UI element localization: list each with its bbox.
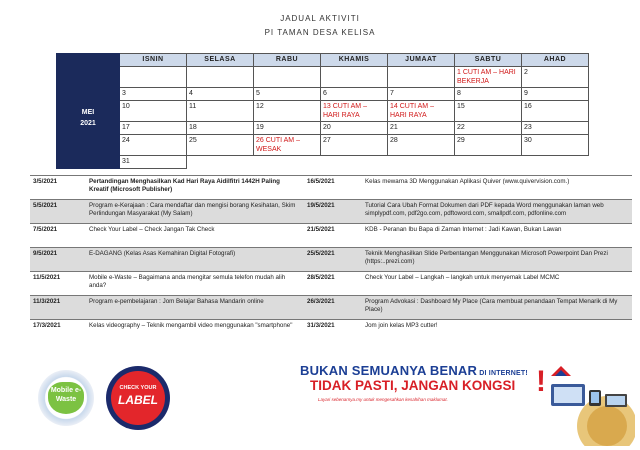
mobile-ewaste-logo xyxy=(38,370,94,426)
day-number: 23 xyxy=(524,124,532,131)
day-header: SELASA xyxy=(187,54,254,67)
day-header: ISNIN xyxy=(120,54,187,67)
day-number: 28 xyxy=(390,137,398,144)
activity-date: 28/5/2021 xyxy=(304,272,362,296)
activity-date: 21/5/2021 xyxy=(304,224,362,248)
skmm-logo-icon xyxy=(549,364,573,378)
calendar-day-cell xyxy=(522,135,589,156)
day-number: 4 xyxy=(189,90,193,97)
calendar-week-row xyxy=(57,122,589,135)
calendar-week-row xyxy=(57,156,589,169)
activity-title: Mobile e-Waste – Bagaimana anda mengitar semula telefon mudah alih anda? xyxy=(86,272,304,296)
calendar-day-cell xyxy=(455,67,522,88)
day-header: JUMAAT xyxy=(388,54,455,67)
day-number: 26 xyxy=(256,137,264,144)
calendar-day-cell xyxy=(455,135,522,156)
banner-line-1-main: BUKAN SEMUANYA BENAR xyxy=(300,363,478,378)
day-number: 10 xyxy=(122,103,130,110)
activity-title: Program e-Kerajaan : Cara mendaftar dan mengisi borang Kesihatan, Skim Perlindungan Masyarakat (My Salam) xyxy=(86,200,304,224)
activity-body xyxy=(30,176,632,344)
calendar-empty-cell xyxy=(388,156,455,169)
calendar-day-cell xyxy=(187,135,254,156)
activity-date: 7/5/2021 xyxy=(30,224,86,248)
activity-title: Program Advokasi : Dashboard My Place (Cara membuat penandaan Tempat Menarik di My Place) xyxy=(362,296,632,320)
day-number: 29 xyxy=(457,137,465,144)
calendar-corner xyxy=(57,54,120,67)
calendar-header-row xyxy=(57,54,589,67)
calendar-day-cell xyxy=(321,122,388,135)
day-number: 27 xyxy=(323,137,331,144)
day-number: 21 xyxy=(390,124,398,131)
activity-date: 9/5/2021 xyxy=(30,248,86,272)
day-number: 20 xyxy=(323,124,331,131)
calendar-day-cell xyxy=(187,122,254,135)
month-label xyxy=(57,67,120,169)
day-number: 11 xyxy=(189,103,197,110)
calendar-day-cell xyxy=(522,101,589,122)
activity-title: Tutorial Cara Ubah Format Dokumen dari PDF kepada Word menggunakan laman web simplypdf.com, pdf2go.com, pdftoword.com, smallpdf.com, pdfonline.com xyxy=(362,200,632,224)
calendar-day-cell xyxy=(254,88,321,101)
month-name: MEI xyxy=(81,108,95,116)
day-header: RABU xyxy=(254,54,321,67)
calendar-table xyxy=(56,53,589,169)
activity-date: 11/5/2021 xyxy=(30,272,86,296)
calendar-day-cell xyxy=(187,101,254,122)
activity-date: 5/5/2021 xyxy=(30,200,86,224)
calendar-empty-cell xyxy=(254,156,321,169)
holiday-note: CUTI AM – HARI RAYA xyxy=(323,103,367,119)
day-header: SABTU xyxy=(455,54,522,67)
activity-row xyxy=(30,296,632,320)
activity-title: E-DAGANG (Kelas Asas Kemahiran Digital Fotografi) xyxy=(86,248,304,272)
calendar-day-cell xyxy=(120,67,187,88)
activity-title: KDB - Peranan Ibu Bapa di Zaman Internet : Jadi Kawan, Bukan Lawan xyxy=(362,224,632,248)
day-number: 22 xyxy=(457,124,465,131)
calendar-day-cell xyxy=(388,101,455,122)
banner-line-1 xyxy=(300,363,528,378)
activity-row xyxy=(30,248,632,272)
calendar-empty-cell xyxy=(321,156,388,169)
calendar-week-row xyxy=(57,135,589,156)
calendar-day-cell xyxy=(321,135,388,156)
calendar-day-cell xyxy=(522,122,589,135)
day-number: 31 xyxy=(122,158,130,165)
activity-date: 26/3/2021 xyxy=(304,296,362,320)
activity-title: Check Your Label – Check Jangan Tak Check xyxy=(86,224,304,248)
calendar-day-cell xyxy=(321,88,388,101)
check-your-label-logo xyxy=(106,366,170,430)
calendar-day-cell xyxy=(120,88,187,101)
mobile-ewaste-logo-text: Mobile e-Waste xyxy=(48,382,84,414)
banner-line-1-small: DI INTERNET! xyxy=(477,370,528,377)
day-number: 7 xyxy=(390,90,394,97)
activity-date: 3/5/2021 xyxy=(30,176,86,200)
holiday-note: CUTI AM – HARI BEKERJA xyxy=(457,69,516,85)
day-number: 19 xyxy=(256,124,264,131)
calendar-body xyxy=(57,67,589,169)
activity-title: Jom join kelas MP3 cutter! xyxy=(362,320,632,344)
activity-date: 31/3/2021 xyxy=(304,320,362,344)
day-number: 9 xyxy=(524,90,528,97)
day-number: 15 xyxy=(457,103,465,110)
day-number: 6 xyxy=(323,90,327,97)
calendar-day-cell xyxy=(120,135,187,156)
activity-row xyxy=(30,272,632,296)
check-your-label-top: CHECK YOUR xyxy=(119,385,157,391)
day-number: 5 xyxy=(256,90,260,97)
activity-title: Pertandingan Menghasilkan Kad Hari Raya Aidilfitri 1442H Paling Kreatif (Microsoft Publisher) xyxy=(86,176,304,200)
calendar-day-cell xyxy=(187,88,254,101)
calendar-day-cell xyxy=(321,101,388,122)
activity-title: Program e-pembelajaran : Jom Belajar Bahasa Mandarin online xyxy=(86,296,304,320)
day-number: 2 xyxy=(524,69,528,76)
activity-date: 19/5/2021 xyxy=(304,200,362,224)
calendar-day-cell xyxy=(388,88,455,101)
calendar-day-cell xyxy=(120,101,187,122)
calendar-day-cell xyxy=(455,101,522,122)
activity-row xyxy=(30,320,632,344)
calendar-day-cell xyxy=(455,88,522,101)
banner-decoration-icon xyxy=(545,380,635,446)
calendar-week-row xyxy=(57,101,589,122)
activity-date: 16/5/2021 xyxy=(304,176,362,200)
calendar-day-cell xyxy=(254,101,321,122)
exclamation-icon: ! xyxy=(536,365,546,398)
sebenarnya-banner xyxy=(300,363,546,415)
check-your-label-ring xyxy=(111,371,165,425)
calendar-day-cell xyxy=(321,67,388,88)
calendar-day-cell xyxy=(388,122,455,135)
day-number: 18 xyxy=(189,124,197,131)
activity-title: Check Your Label – Langkah – langkah untuk menyemak Label MCMC xyxy=(362,272,632,296)
calendar-day-cell xyxy=(187,67,254,88)
calendar-empty-cell xyxy=(187,156,254,169)
calendar-week-row xyxy=(57,88,589,101)
calendar-day-cell xyxy=(254,135,321,156)
day-number: 14 xyxy=(390,103,398,110)
activity-date: 17/3/2021 xyxy=(30,320,86,344)
activity-row xyxy=(30,176,632,200)
page-subtitle: PI TAMAN DESA KELISA xyxy=(264,28,376,37)
banner-line-3: Layari sebenarnya.my untuk mengesahkan kesahihan maklumat. xyxy=(318,397,448,402)
day-number: 25 xyxy=(189,137,197,144)
activity-title: Kelas mewarna 3D Menggunakan Aplikasi Quiver (www.quivervision.com.) xyxy=(362,176,632,200)
calendar-day-cell xyxy=(522,88,589,101)
calendar-week-row xyxy=(57,67,589,88)
banner-line-2: TIDAK PASTI, JANGAN KONGSI xyxy=(310,378,516,393)
day-number: 24 xyxy=(122,137,130,144)
calendar-day-cell xyxy=(388,67,455,88)
activity-table xyxy=(30,175,632,344)
holiday-note: CUTI AM – HARI RAYA xyxy=(390,103,434,119)
day-number: 3 xyxy=(122,90,126,97)
day-header: AHAD xyxy=(522,54,589,67)
day-number: 12 xyxy=(256,103,264,110)
day-number: 17 xyxy=(122,124,130,131)
activity-row xyxy=(30,200,632,224)
activity-title: Teknik Menghasilkan Slide Perbentangan Menggunakan Microsoft Powerpoint Dan Prezi (https:..prezi.com) xyxy=(362,248,632,272)
calendar-day-cell xyxy=(522,67,589,88)
activity-row xyxy=(30,224,632,248)
month-year: 2021 xyxy=(80,119,96,127)
calendar-empty-cell xyxy=(522,156,589,169)
day-number: 16 xyxy=(524,103,532,110)
check-your-label-main: LABEL xyxy=(118,393,158,407)
day-header: KHAMIS xyxy=(321,54,388,67)
activity-date: 11/3/2021 xyxy=(30,296,86,320)
calendar-day-cell xyxy=(254,67,321,88)
calendar-empty-cell xyxy=(455,156,522,169)
calendar-day-cell xyxy=(120,122,187,135)
activity-date: 25/5/2021 xyxy=(304,248,362,272)
day-number: 30 xyxy=(524,137,532,144)
page-title: JADUAL AKTIVITI xyxy=(280,14,360,23)
day-number: 1 xyxy=(457,69,461,76)
day-number: 8 xyxy=(457,90,461,97)
holiday-note: CUTI AM – WESAK xyxy=(256,137,300,153)
calendar-day-cell xyxy=(254,122,321,135)
calendar-day-cell xyxy=(120,156,187,169)
calendar-day-cell xyxy=(388,135,455,156)
activity-title: Kelas videography – Teknik mengambil video menggunakan "smartphone" xyxy=(86,320,304,344)
calendar-day-cell xyxy=(455,122,522,135)
day-number: 13 xyxy=(323,103,331,110)
